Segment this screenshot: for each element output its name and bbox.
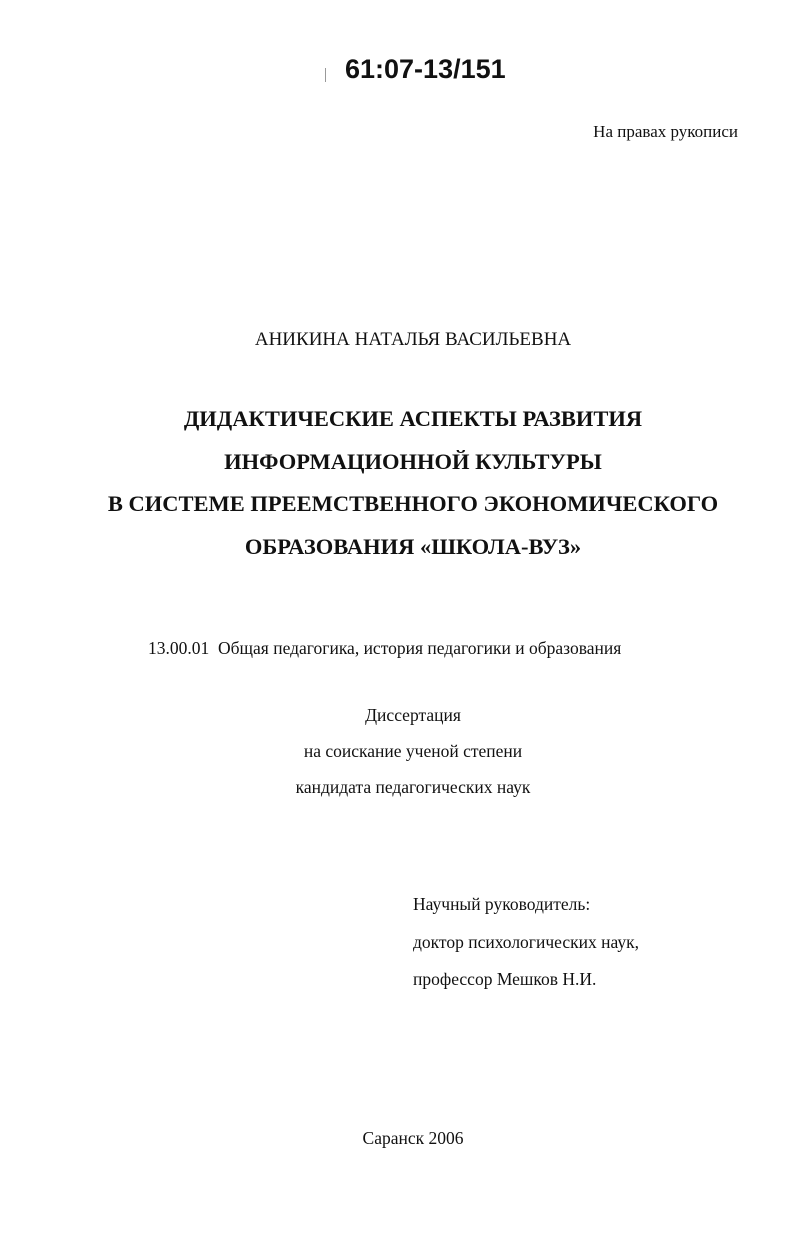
author-name: АНИКИНА НАТАЛЬЯ ВАСИЛЬЕВНА: [254, 329, 572, 350]
degree-block: [0, 697, 798, 805]
degree-line: на соискание ученой степени: [303, 741, 523, 761]
title-line: ИНФОРМАЦИОННОЙ КУЛЬТУРЫ: [224, 448, 602, 474]
supervisor-block: [413, 886, 639, 999]
supervisor-line: профессор Мешков Н.И.: [413, 969, 597, 989]
title-line: ДИДАКТИЧЕСКИЕ АСПЕКТЫ РАЗВИТИЯ: [183, 406, 643, 431]
degree-line: Диссертация: [365, 705, 461, 725]
dissertation-title: [0, 398, 798, 568]
supervisor-line: доктор психологических наук,: [413, 931, 639, 952]
catalog-code: 61:07-13/151: [345, 54, 506, 84]
title-line: ОБРАЗОВАНИЯ «ШКОЛА-ВУЗ»: [244, 533, 582, 559]
scan-mark: [325, 68, 326, 82]
specialty: 13.00.01 Общая педагогика, история педагогики и образования: [148, 638, 622, 658]
rights-note: На правах рукописи: [593, 122, 738, 141]
title-line: В СИСТЕМЕ ПРЕЕМСТВЕННОГО ЭКОНОМИЧЕСКОГО: [107, 491, 719, 516]
supervisor-line: Научный руководитель:: [413, 894, 591, 914]
degree-line: кандидата педагогических наук: [295, 777, 531, 797]
city-year: Саранск 2006: [362, 1128, 464, 1148]
